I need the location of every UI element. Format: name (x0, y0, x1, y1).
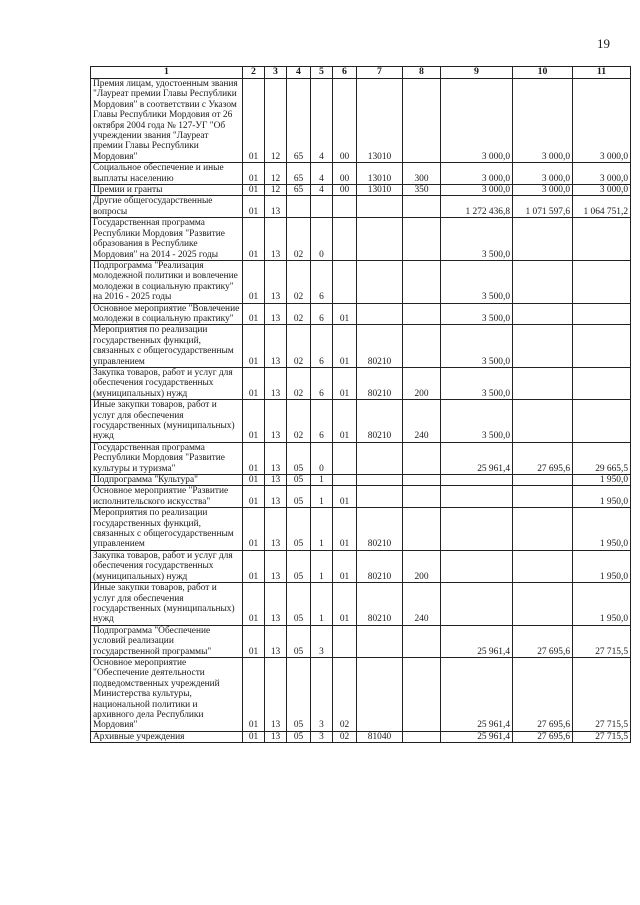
cell-col-2: 01 (243, 163, 265, 185)
cell-col-10 (513, 508, 573, 551)
cell-col-3: 13 (265, 218, 287, 261)
cell-col-9: 3 500,0 (441, 303, 513, 325)
row-name-cell: Закупка товаров, работ и услуг для обеспечения государственных (муниципальных) нужд (91, 550, 243, 582)
cell-col-9 (441, 550, 513, 582)
cell-col-2: 01 (243, 508, 265, 551)
cell-col-9: 25 961,4 (441, 625, 513, 657)
cell-col-2: 01 (243, 486, 265, 508)
cell-col-3: 13 (265, 550, 287, 582)
page-number: 19 (597, 36, 610, 51)
cell-col-3: 13 (265, 508, 287, 551)
cell-col-3: 13 (265, 196, 287, 218)
cell-col-3: 13 (265, 657, 287, 731)
cell-col-5: 3 (311, 625, 333, 657)
cell-col-8 (403, 475, 441, 486)
cell-col-9: 3 000,0 (441, 185, 513, 196)
cell-col-8 (403, 657, 441, 731)
table-row (91, 657, 631, 731)
row-name-cell: Основное мероприятие "Обеспечение деятельности подведомственных учреждений Министерства культуры, национальной политики и архивного дела Республики Мордовия" (91, 657, 243, 731)
row-name-cell: Государственная программа Республики Мордовия "Развитие образования в Республике Мордовия" на 2014 - 2025 годы (91, 218, 243, 261)
cell-col-2: 01 (243, 657, 265, 731)
cell-col-6 (333, 442, 357, 474)
cell-col-9 (441, 486, 513, 508)
cell-col-4: 02 (287, 325, 311, 368)
cell-col-4: 02 (287, 260, 311, 303)
cell-col-9: 3 500,0 (441, 260, 513, 303)
cell-col-6: 01 (333, 325, 357, 368)
table-row (91, 400, 631, 443)
cell-col-10 (513, 486, 573, 508)
cell-col-10: 3 000,0 (513, 185, 573, 196)
table-row (91, 442, 631, 474)
cell-col-10 (513, 218, 573, 261)
cell-col-5: 6 (311, 325, 333, 368)
cell-col-4: 05 (287, 550, 311, 582)
table-row (91, 218, 631, 261)
row-name-cell: Другие общегосударственные вопросы (91, 196, 243, 218)
cell-col-3: 13 (265, 625, 287, 657)
cell-col-7 (357, 218, 403, 261)
cell-col-10: 27 695,6 (513, 657, 573, 731)
cell-col-10 (513, 325, 573, 368)
cell-col-5: 4 (311, 79, 333, 163)
cell-col-3: 13 (265, 303, 287, 325)
cell-col-7 (357, 486, 403, 508)
cell-col-5: 6 (311, 303, 333, 325)
row-name-cell: Подпрограмма "Реализация молодежной политики и вовлечение молодежи в социальную практику" на 2016 - 2025 годы (91, 260, 243, 303)
cell-col-10 (513, 550, 573, 582)
cell-col-8 (403, 325, 441, 368)
cell-col-4: 05 (287, 475, 311, 486)
cell-col-7: 13010 (357, 185, 403, 196)
cell-col-5: 0 (311, 218, 333, 261)
cell-col-7 (357, 442, 403, 474)
cell-col-10 (513, 400, 573, 443)
cell-col-11: 1 950,0 (573, 475, 631, 486)
cell-col-8: 350 (403, 185, 441, 196)
cell-col-5 (311, 196, 333, 218)
cell-col-2: 01 (243, 303, 265, 325)
cell-col-9: 3 500,0 (441, 367, 513, 399)
cell-col-7 (357, 303, 403, 325)
cell-col-8 (403, 625, 441, 657)
cell-col-10 (513, 260, 573, 303)
cell-col-11: 1 950,0 (573, 486, 631, 508)
cell-col-2: 01 (243, 475, 265, 486)
cell-col-8 (403, 196, 441, 218)
cell-col-5: 1 (311, 583, 333, 626)
column-header: 2 (243, 67, 265, 79)
cell-col-2: 01 (243, 218, 265, 261)
cell-col-6 (333, 196, 357, 218)
row-name-cell: Мероприятия по реализации государственных функций, связанных с общегосударственным управлением (91, 508, 243, 551)
row-name-cell: Премии и гранты (91, 185, 243, 196)
cell-col-7: 13010 (357, 163, 403, 185)
table-row (91, 475, 631, 486)
cell-col-6: 00 (333, 163, 357, 185)
cell-col-8 (403, 486, 441, 508)
cell-col-2: 01 (243, 625, 265, 657)
row-name-cell: Закупка товаров, работ и услуг для обеспечения государственных (муниципальных) нужд (91, 367, 243, 399)
cell-col-3: 13 (265, 367, 287, 399)
cell-col-5: 6 (311, 367, 333, 399)
cell-col-3: 13 (265, 260, 287, 303)
cell-col-2: 01 (243, 196, 265, 218)
cell-col-5: 4 (311, 163, 333, 185)
header-row (91, 67, 631, 79)
cell-col-11: 3 000,0 (573, 163, 631, 185)
row-name-cell: Архивные учреждения (91, 731, 243, 742)
cell-col-4: 02 (287, 303, 311, 325)
cell-col-8: 200 (403, 550, 441, 582)
cell-col-10: 3 000,0 (513, 163, 573, 185)
cell-col-9: 3 500,0 (441, 325, 513, 368)
table-body (91, 79, 631, 743)
cell-col-6: 02 (333, 731, 357, 742)
cell-col-9: 3 000,0 (441, 163, 513, 185)
cell-col-2: 01 (243, 583, 265, 626)
cell-col-8: 200 (403, 367, 441, 399)
cell-col-4: 05 (287, 442, 311, 474)
table-row (91, 625, 631, 657)
cell-col-3: 12 (265, 163, 287, 185)
row-name-cell: Социальное обеспечение и иные выплаты населению (91, 163, 243, 185)
cell-col-11: 1 950,0 (573, 583, 631, 626)
cell-col-5: 1 (311, 475, 333, 486)
cell-col-2: 01 (243, 185, 265, 196)
cell-col-11: 29 665,5 (573, 442, 631, 474)
cell-col-11: 27 715,5 (573, 625, 631, 657)
table-row (91, 303, 631, 325)
cell-col-11: 27 715,5 (573, 731, 631, 742)
table-row (91, 486, 631, 508)
cell-col-10: 27 695,6 (513, 442, 573, 474)
cell-col-11: 27 715,5 (573, 657, 631, 731)
cell-col-9: 25 961,4 (441, 731, 513, 742)
cell-col-3: 13 (265, 400, 287, 443)
cell-col-11: 1 950,0 (573, 550, 631, 582)
cell-col-10 (513, 475, 573, 486)
cell-col-4 (287, 196, 311, 218)
cell-col-7 (357, 196, 403, 218)
row-name-cell: Премия лицам, удостоенным звания "Лауреат премии Главы Республики Мордовия" в соответствии с Указом Главы Республики Мордовия от 26 октября 2004 года № 127-УГ "Об учреждении звания "Лауреат премии Главы Республики Мордовия" (91, 79, 243, 163)
column-header: 8 (403, 67, 441, 79)
cell-col-3: 12 (265, 79, 287, 163)
cell-col-10: 27 695,6 (513, 625, 573, 657)
cell-col-5: 1 (311, 486, 333, 508)
cell-col-7 (357, 625, 403, 657)
cell-col-4: 02 (287, 400, 311, 443)
table-row (91, 163, 631, 185)
table-row (91, 731, 631, 742)
cell-col-9: 3 000,0 (441, 79, 513, 163)
budget-table (90, 66, 631, 743)
cell-col-7: 80210 (357, 508, 403, 551)
cell-col-7 (357, 657, 403, 731)
cell-col-2: 01 (243, 442, 265, 474)
column-header: 1 (91, 67, 243, 79)
cell-col-11: 3 000,0 (573, 185, 631, 196)
cell-col-10 (513, 583, 573, 626)
cell-col-9: 25 961,4 (441, 442, 513, 474)
cell-col-3: 12 (265, 185, 287, 196)
cell-col-6 (333, 475, 357, 486)
cell-col-3: 13 (265, 583, 287, 626)
cell-col-9 (441, 583, 513, 626)
row-name-cell: Иные закупки товаров, работ и услуг для обеспечения государственных (муниципальных) нужд (91, 583, 243, 626)
column-header: 5 (311, 67, 333, 79)
cell-col-2: 01 (243, 731, 265, 742)
cell-col-11 (573, 367, 631, 399)
cell-col-6: 01 (333, 550, 357, 582)
column-header: 7 (357, 67, 403, 79)
cell-col-4: 65 (287, 163, 311, 185)
column-header: 11 (573, 67, 631, 79)
row-name-cell: Основное мероприятие "Развитие исполнительского искусства" (91, 486, 243, 508)
column-header: 6 (333, 67, 357, 79)
cell-col-6: 01 (333, 486, 357, 508)
cell-col-2: 01 (243, 79, 265, 163)
cell-col-7: 80210 (357, 325, 403, 368)
cell-col-7: 80210 (357, 400, 403, 443)
cell-col-6: 01 (333, 303, 357, 325)
cell-col-7 (357, 475, 403, 486)
cell-col-7: 80210 (357, 583, 403, 626)
cell-col-8: 240 (403, 583, 441, 626)
cell-col-5: 6 (311, 400, 333, 443)
row-name-cell: Иные закупки товаров, работ и услуг для обеспечения государственных (муниципальных) нужд (91, 400, 243, 443)
cell-col-6: 01 (333, 400, 357, 443)
cell-col-7: 81040 (357, 731, 403, 742)
cell-col-9: 1 272 436,8 (441, 196, 513, 218)
cell-col-6: 00 (333, 79, 357, 163)
cell-col-6 (333, 218, 357, 261)
cell-col-7: 80210 (357, 367, 403, 399)
cell-col-11: 3 000,0 (573, 79, 631, 163)
cell-col-11 (573, 303, 631, 325)
cell-col-10: 27 695,6 (513, 731, 573, 742)
cell-col-5: 1 (311, 550, 333, 582)
table-row (91, 508, 631, 551)
cell-col-10 (513, 367, 573, 399)
cell-col-6: 01 (333, 583, 357, 626)
cell-col-10 (513, 303, 573, 325)
cell-col-7 (357, 260, 403, 303)
table-row (91, 196, 631, 218)
cell-col-9: 3 500,0 (441, 400, 513, 443)
cell-col-5: 4 (311, 185, 333, 196)
cell-col-8: 300 (403, 163, 441, 185)
table-row (91, 185, 631, 196)
cell-col-2: 01 (243, 367, 265, 399)
cell-col-5: 0 (311, 442, 333, 474)
cell-col-3: 13 (265, 486, 287, 508)
cell-col-4: 05 (287, 508, 311, 551)
cell-col-6: 01 (333, 367, 357, 399)
cell-col-8 (403, 79, 441, 163)
cell-col-5: 6 (311, 260, 333, 303)
cell-col-8 (403, 218, 441, 261)
cell-col-2: 01 (243, 400, 265, 443)
cell-col-3: 13 (265, 442, 287, 474)
table-row (91, 79, 631, 163)
cell-col-8 (403, 303, 441, 325)
cell-col-7: 80210 (357, 550, 403, 582)
cell-col-4: 65 (287, 79, 311, 163)
row-name-cell: Подпрограмма "Обеспечение условий реализации государственной программы" (91, 625, 243, 657)
row-name-cell: Государственная программа Республики Мордовия "Развитие культуры и туризма" (91, 442, 243, 474)
table-row (91, 260, 631, 303)
cell-col-2: 01 (243, 260, 265, 303)
cell-col-3: 13 (265, 325, 287, 368)
table-row (91, 583, 631, 626)
cell-col-9: 3 500,0 (441, 218, 513, 261)
cell-col-5: 3 (311, 657, 333, 731)
cell-col-2: 01 (243, 325, 265, 368)
row-name-cell: Основное мероприятие "Вовлечение молодежи в социальную практику" (91, 303, 243, 325)
cell-col-9 (441, 475, 513, 486)
table-row (91, 367, 631, 399)
table-row (91, 325, 631, 368)
cell-col-5: 1 (311, 508, 333, 551)
cell-col-8 (403, 508, 441, 551)
cell-col-4: 02 (287, 218, 311, 261)
cell-col-8 (403, 442, 441, 474)
column-header: 10 (513, 67, 573, 79)
cell-col-4: 05 (287, 625, 311, 657)
cell-col-11: 1 950,0 (573, 508, 631, 551)
cell-col-6 (333, 625, 357, 657)
cell-col-9 (441, 508, 513, 551)
cell-col-6: 02 (333, 657, 357, 731)
cell-col-10: 3 000,0 (513, 79, 573, 163)
cell-col-3: 13 (265, 475, 287, 486)
cell-col-11: 1 064 751,2 (573, 196, 631, 218)
row-name-cell: Мероприятия по реализации государственных функций, связанных с общегосударственным управлением (91, 325, 243, 368)
column-header: 4 (287, 67, 311, 79)
cell-col-4: 05 (287, 731, 311, 742)
cell-col-3: 13 (265, 731, 287, 742)
cell-col-4: 02 (287, 367, 311, 399)
cell-col-8: 240 (403, 400, 441, 443)
cell-col-6: 01 (333, 508, 357, 551)
cell-col-7: 13010 (357, 79, 403, 163)
cell-col-10: 1 071 597,6 (513, 196, 573, 218)
cell-col-8 (403, 260, 441, 303)
cell-col-5: 3 (311, 731, 333, 742)
column-header: 9 (441, 67, 513, 79)
cell-col-2: 01 (243, 550, 265, 582)
cell-col-9: 25 961,4 (441, 657, 513, 731)
column-header: 3 (265, 67, 287, 79)
cell-col-6: 00 (333, 185, 357, 196)
table-row (91, 550, 631, 582)
cell-col-4: 65 (287, 185, 311, 196)
cell-col-11 (573, 400, 631, 443)
cell-col-4: 05 (287, 486, 311, 508)
cell-col-4: 05 (287, 583, 311, 626)
row-name-cell: Подпрограмма "Культура" (91, 475, 243, 486)
cell-col-8 (403, 731, 441, 742)
cell-col-6 (333, 260, 357, 303)
cell-col-11 (573, 260, 631, 303)
cell-col-11 (573, 218, 631, 261)
cell-col-11 (573, 325, 631, 368)
cell-col-4: 05 (287, 657, 311, 731)
